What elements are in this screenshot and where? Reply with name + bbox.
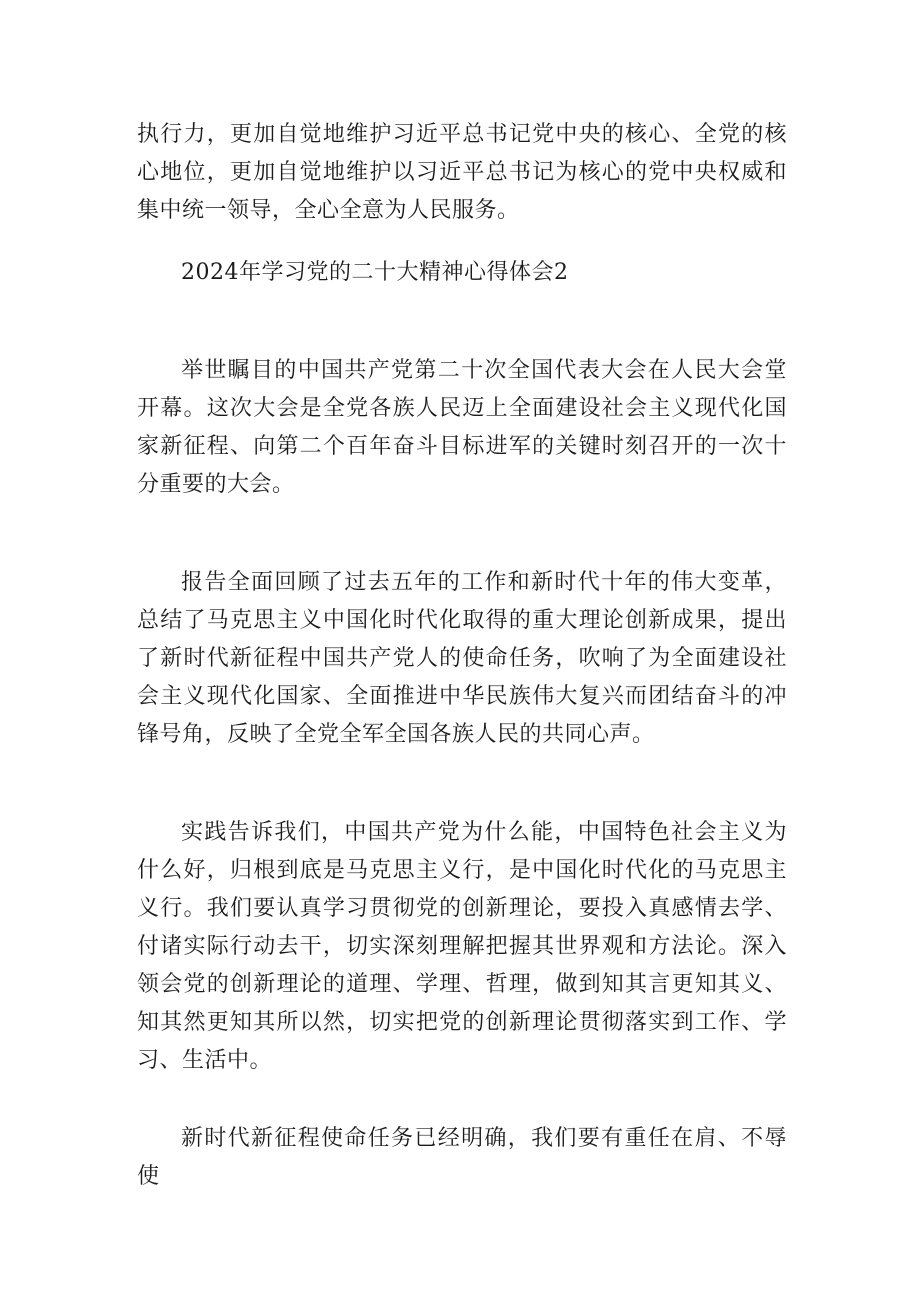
paragraph-report-summary: 报告全面回顾了过去五年的工作和新时代十年的伟大变革，总结了马克思主义中国化时代化取得的重大理论创新成果，提出了新时代新征程中国共产党人的使命任务，吹响了为全面建设社会主义现代化国家、全面推进中华民族伟大复兴而团结奋斗的冲锋号角，反映了全党全军全国各族人民的共同心声。 bbox=[137, 570, 787, 747]
paragraph-practice: 实践告诉我们，中国共产党为什么能，中国特色社会主义为什么好，归根到底是马克思主义行，是中国化时代化的马克思主义行。我们要认真学习贯彻党的创新理论，要投入真感情去学、付诸实际行动去干，切实深刻理解把握其世界观和方法论。深入领会党的创新理论的道理、学理、哲理，做到知其言更知其义、知其然更知其所以然，切实把党的创新理论贯彻落实到工作、学习、生活中。 bbox=[137, 820, 787, 1073]
paragraph-congress-opening: 举世瞩目的中国共产党第二十次全国代表大会在人民大会堂开幕。这次大会是全党各族人民迈上全面建设社会主义现代化国家新征程、向第二个百年奋斗目标进军的关键时刻召开的一次十分重要的大会。 bbox=[137, 358, 787, 497]
section-heading: 2024年学习党的二十大精神心得体会2 bbox=[181, 260, 569, 285]
paragraph-new-era: 新时代新征程使命任务已经明确，我们要有重任在肩、不辱使 bbox=[137, 1126, 787, 1189]
paragraph-continuation: 执行力，更加自觉地维护习近平总书记党中央的核心、全党的核心地位，更加自觉地维护以习近平总书记为核心的党中央权威和集中统一领导，全心全意为人民服务。 bbox=[137, 122, 787, 223]
